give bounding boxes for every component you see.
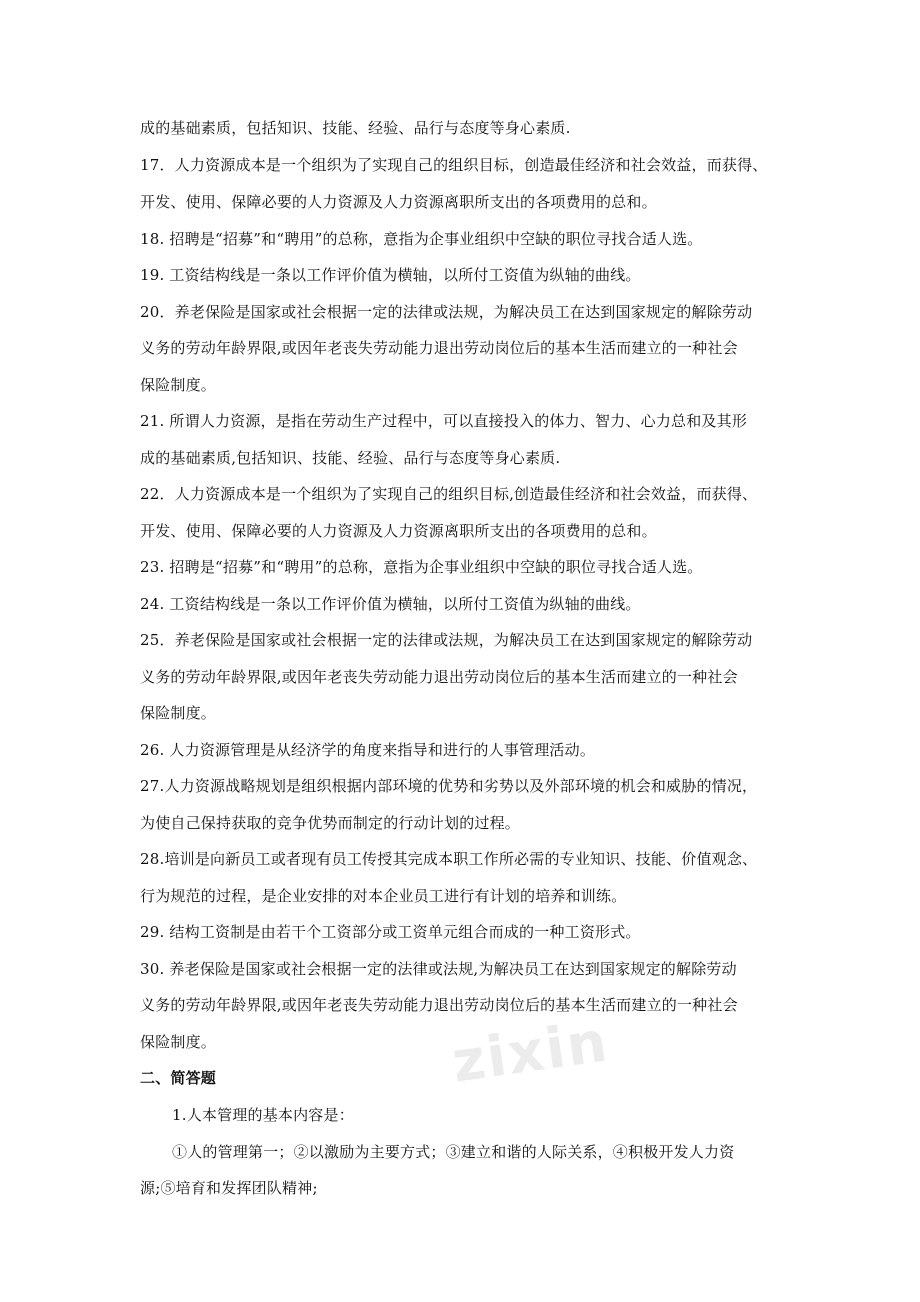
text-line: 17．人力资源成本是一个组织为了实现自己的组织目标，创造最佳经济和社会效益，而获得、: [140, 156, 768, 174]
text-line: 21. 所谓人力资源，是指在劳动生产过程中，可以直接投入的体力、智力、心力总和及其形: [140, 412, 748, 430]
text-line: 开发、使用、保障必要的人力资源及人力资源离职所支出的各项费用的总和。: [140, 522, 657, 540]
text-line: 30. 养老保险是国家或社会根据一定的法律或法规,为解决员工在达到国家规定的解除劳动: [140, 960, 737, 978]
text-line: 26. 人力资源管理是从经济学的角度来指导和进行的人事管理活动。: [140, 741, 596, 759]
text-line: 保险制度。: [140, 376, 217, 394]
text-line: 25．养老保险是国家或社会根据一定的法律或法规，为解决员工在达到国家规定的解除劳动: [140, 631, 753, 649]
text-line: 29. 结构工资制是由若干个工资部分或工资单元组合而成的一种工资形式。: [140, 923, 641, 941]
text-line: 23. 招聘是“招募”和“聘用”的总称，意指为企事业组织中空缺的职位寻找合适人选。: [140, 558, 703, 576]
text-line: 19. 工资结构线是一条以工作评价值为横轴，以所付工资值为纵轴的曲线。: [140, 266, 641, 284]
text-line: 18. 招聘是“招募”和“聘用”的总称，意指为企事业组织中空缺的职位寻找合适人选。: [140, 230, 703, 248]
answer-intro: 1.人本管理的基本内容是：: [172, 1106, 354, 1124]
text-line: 成的基础素质，包括知识、技能、经验、品行与态度等身心素质.: [140, 119, 571, 137]
watermark-logo: zixin: [448, 1009, 613, 1096]
text-line: 行为规范的过程，是企业安排的对本企业员工进行有计划的培养和训练。: [140, 887, 627, 905]
text-line: 22．人力资源成本是一个组织为了实现自己的组织目标,创造最佳经济和社会效益，而获得、: [140, 485, 758, 503]
text-line: 28.培训是向新员工或者现有员工传授其完成本职工作所必需的专业知识、技能、价值观念、: [140, 850, 758, 868]
text-line: 20．养老保险是国家或社会根据一定的法律或法规，为解决员工在达到国家规定的解除劳动: [140, 303, 753, 321]
text-line: 27.人力资源战略规划是组织根据内部环境的优势和劣势以及外部环境的机会和威胁的情况，: [140, 777, 758, 795]
text-line: 保险制度。: [140, 1033, 217, 1051]
text-line: 为使自己保持获取的竞争优势而制定的行动计划的过程。: [140, 814, 521, 832]
answer-line: ①人的管理第一；②以激励为主要方式；③建立和谐的人际关系，④积极开发人力资: [172, 1143, 735, 1161]
section-title: 二、简答题: [140, 1069, 217, 1087]
text-line: 24. 工资结构线是一条以工作评价值为横轴，以所付工资值为纵轴的曲线。: [140, 595, 641, 613]
text-line: 义务的劳动年龄界限,或因年老丧失劳动能力退出劳动岗位后的基本生活而建立的一种社会: [140, 996, 738, 1014]
text-line: 保险制度。: [140, 704, 217, 722]
text-line: 义务的劳动年龄界限,或因年老丧失劳动能力退出劳动岗位后的基本生活而建立的一种社会: [140, 339, 738, 357]
text-line: 开发、使用、保障必要的人力资源及人力资源离职所支出的各项费用的总和。: [140, 193, 657, 211]
text-line: 义务的劳动年龄界限,或因年老丧失劳动能力退出劳动岗位后的基本生活而建立的一种社会: [140, 668, 738, 686]
answer-line: 源;⑤培育和发挥团队精神;: [140, 1179, 318, 1197]
text-line: 成的基础素质,包括知识、技能、经验、品行与态度等身心素质.: [140, 449, 561, 467]
